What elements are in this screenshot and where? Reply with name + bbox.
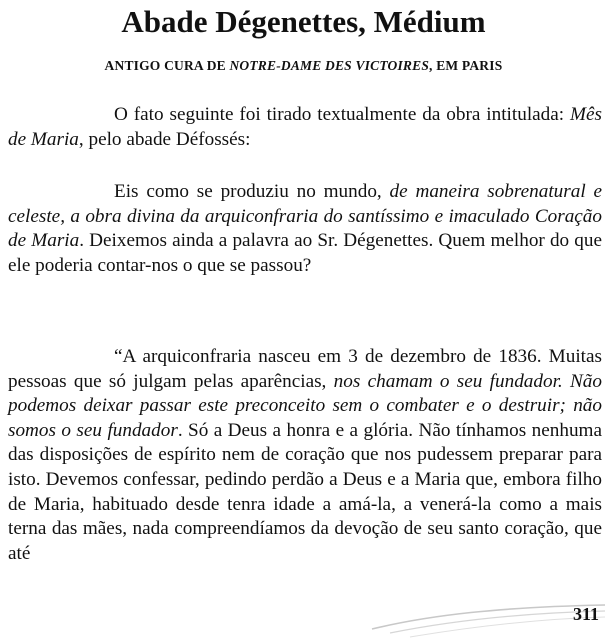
subtitle-text-pre: ANTIGO CURA DE — [104, 58, 230, 73]
paragraph-1 — [8, 103, 602, 152]
chapter-subtitle — [0, 58, 607, 74]
paragraph-3-text-a: “A arquiconfraria nasceu em 3 de dezembro de 1836. Muitas pessoas que só julgam pelas aparências, — [8, 346, 602, 392]
page-number: 311 — [572, 604, 599, 624]
paragraph-2 — [8, 180, 602, 278]
paragraph-3 — [8, 345, 602, 566]
paragraph-1-italic: Mês de Maria — [8, 104, 602, 150]
paragraph-2-italic: de maneira sobrenatural e celeste, a obra divina da arquiconfraria do santíssimo e imaculado Coração de Maria — [8, 181, 602, 252]
page-ornament-swoosh — [370, 593, 607, 641]
paragraph-1-text-a: O fato seguinte foi tirado textualmente da obra intitulada: — [114, 104, 571, 125]
chapter-title: Abade Dégenettes, Médium — [121, 4, 486, 39]
subtitle-text-italic: NOTRE-DAME DES VICTOIRES — [229, 58, 430, 73]
paragraph-1-text-b: , pelo abade Défossés: — [78, 128, 251, 150]
paragraph-3-text-b: . Só a Deus a honra e a glória. Não tínhamos nenhuma das disposições de espírito nem de coração que nos pudessem preparar para isto. Devemos confessar, pedindo perdão a Deus e a Maria que, embora filho de Maria, habituado desde tenra idade a amá-la, a venerá-la como a mais terna das mães, nada compreendíamos da devoção de seu santo coração, que até — [8, 419, 603, 564]
paragraph-2-text-a: Eis como se produziu no mundo, — [114, 181, 390, 202]
paragraph-3-italic: nos chamam o seu fundador. Não podemos deixar passar este preconceito sem o combater e o destruir; não somos o seu fundador — [8, 370, 602, 441]
subtitle-text-post: , EM PARIS — [429, 58, 503, 73]
paragraph-2-text-b: . Deixemos ainda a palavra ao Sr. Dégenettes. Quem melhor do que ele poderia contar-nos o que se passou? — [8, 230, 602, 276]
